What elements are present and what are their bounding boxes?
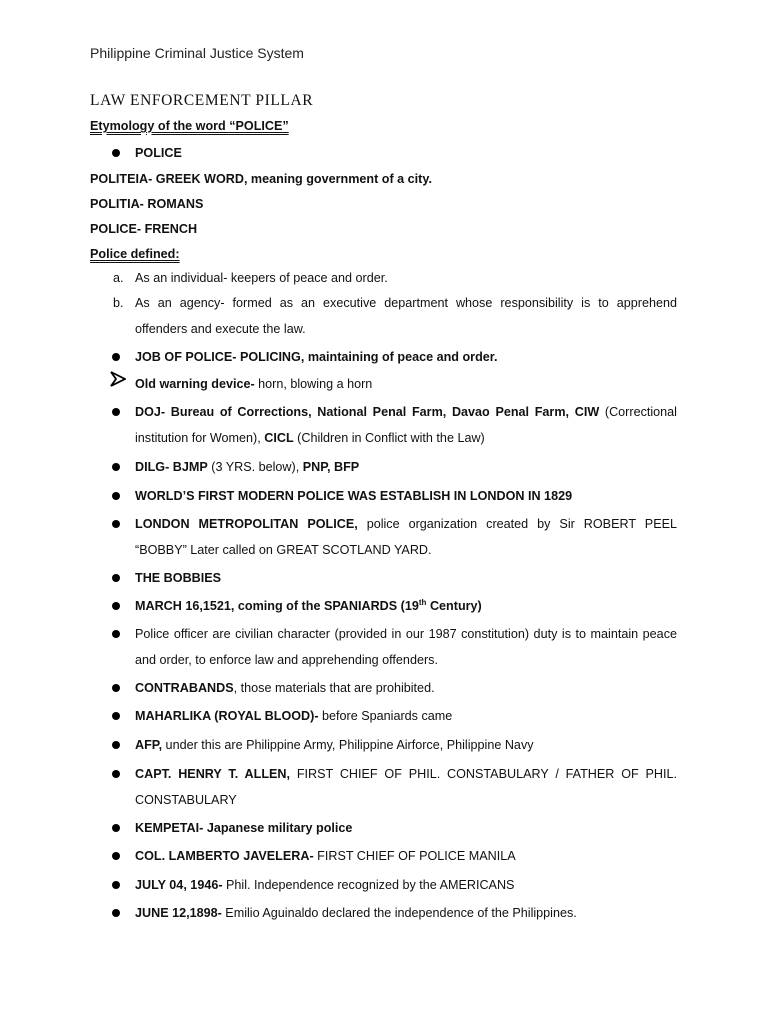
item-text: horn, blowing a horn <box>254 377 373 391</box>
list-letter: b. <box>113 296 124 310</box>
list-item <box>135 733 677 759</box>
bullet-text: POLICE <box>135 146 182 160</box>
item-text: JOB OF POLICE- POLICING, maintaining of peace and order. <box>135 350 498 364</box>
bullet-icon <box>112 492 120 500</box>
item-text: KEMPETAI- Japanese military police <box>135 821 353 835</box>
definition-item <box>113 291 677 342</box>
item-text: (Correctional institution for Women), <box>135 405 677 445</box>
definition-text: As an individual- keepers of peace and order. <box>135 271 388 285</box>
list-item <box>135 455 677 481</box>
bullet-icon <box>112 909 120 917</box>
bullet-icon <box>112 602 120 610</box>
item-text: COL. LAMBERTO JAVELERA- <box>135 849 314 863</box>
list-item <box>135 762 677 813</box>
origin-meaning: , meaning government of a city. <box>243 172 432 186</box>
list-item <box>135 676 677 702</box>
list-item <box>135 372 677 398</box>
item-text: PNP, BFP <box>302 460 360 474</box>
bullet-icon <box>112 574 120 582</box>
running-header: Philippine Criminal Justice System <box>90 45 304 61</box>
bullet-icon <box>112 881 120 889</box>
item-text: JUNE 12,1898- <box>135 906 222 920</box>
bullet-icon <box>112 684 120 692</box>
etymology-heading: Etymology of the word “POLICE” <box>90 119 289 133</box>
item-text: DOJ- Bureau of Corrections, National Penal Farm, Davao Penal Farm, CIW <box>135 405 600 419</box>
bullet-icon <box>112 149 120 157</box>
item-text: (3 YRS. below), <box>207 460 303 474</box>
item-text: Emilio Aguinaldo declared the independence of the Philippines. <box>221 906 577 920</box>
item-text: JULY 04, 1946- <box>135 878 223 892</box>
item-text: AFP, <box>135 738 163 752</box>
item-text: LONDON METROPOLITAN POLICE, <box>135 517 358 531</box>
list-letter: a. <box>113 271 124 285</box>
list-item <box>135 345 677 371</box>
item-text: CICL <box>264 430 294 445</box>
bullet-icon <box>112 741 120 749</box>
item-text: under this are Philippine Army, Philippine Airforce, Philippine Navy <box>162 738 534 752</box>
list-item <box>135 484 677 510</box>
list-item <box>135 622 677 673</box>
definition-item <box>113 266 677 292</box>
item-text: THE BOBBIES <box>135 571 222 585</box>
item-text: FIRST CHIEF OF PHIL. CONSTABULARY / FATHER OF PHIL. CONSTABULARY <box>135 767 677 807</box>
origin-term: POLITEIA- GREEK WORD <box>90 172 244 186</box>
bullet-icon <box>112 353 120 361</box>
item-text: , those materials that are prohibited. <box>233 681 435 695</box>
item-text: Old warning device- <box>135 377 255 391</box>
origin-line-french: POLICE- FRENCH <box>90 222 198 236</box>
item-text: MARCH 16,1521, coming of the SPANIARDS (19 <box>135 599 419 613</box>
definition-text: As an agency- formed as an executive department whose responsibility is to apprehend offenders and execute the law. <box>135 296 677 336</box>
arrow-bullet-icon <box>110 371 126 397</box>
list-item <box>135 873 677 899</box>
bullet-icon <box>112 463 120 471</box>
list-item <box>135 844 677 870</box>
list-item <box>135 400 677 451</box>
list-item <box>135 594 677 620</box>
item-text: th <box>418 597 427 607</box>
item-text: Phil. Independence recognized by the AMERICANS <box>222 878 515 892</box>
item-text: WORLD’S FIRST MODERN POLICE WAS ESTABLISH IN LONDON IN 1829 <box>135 489 573 503</box>
list-item-police <box>135 141 677 167</box>
origin-line-roman: POLITIA- ROMANS <box>90 197 204 211</box>
bullet-icon <box>112 630 120 638</box>
bullet-icon <box>112 520 120 528</box>
bullet-icon <box>112 852 120 860</box>
item-text: Century) <box>426 599 482 613</box>
origin-line-greek <box>90 167 432 192</box>
list-item <box>135 816 677 842</box>
list-item <box>135 704 677 730</box>
bullet-icon <box>112 770 120 778</box>
item-text: Police officer are civilian character (provided in our 1987 constitution) duty is to maintain peace and order, to enforce law and apprehending offenders. <box>135 627 677 667</box>
bullet-icon <box>112 712 120 720</box>
item-text: CAPT. HENRY T. ALLEN, <box>135 767 291 781</box>
item-text: (Children in Conflict with the Law) <box>293 430 485 445</box>
list-item <box>135 566 677 592</box>
item-text: DILG- BJMP <box>135 460 208 474</box>
bullet-icon <box>112 824 120 832</box>
item-text: police organization created by Sir ROBERT PEEL “BOBBY” Later called on GREAT SCOTLAND YARD. <box>135 517 677 557</box>
police-defined-heading: Police defined: <box>90 247 180 261</box>
item-text: before Spaniards came <box>318 709 453 723</box>
list-item <box>135 512 677 563</box>
list-item <box>135 901 677 927</box>
item-text: MAHARLIKA (ROYAL BLOOD)- <box>135 709 319 723</box>
bullet-icon <box>112 408 120 416</box>
item-text: CONTRABANDS <box>135 681 234 695</box>
section-title: LAW ENFORCEMENT PILLAR <box>90 92 314 109</box>
item-text: FIRST CHIEF OF POLICE MANILA <box>313 849 516 863</box>
